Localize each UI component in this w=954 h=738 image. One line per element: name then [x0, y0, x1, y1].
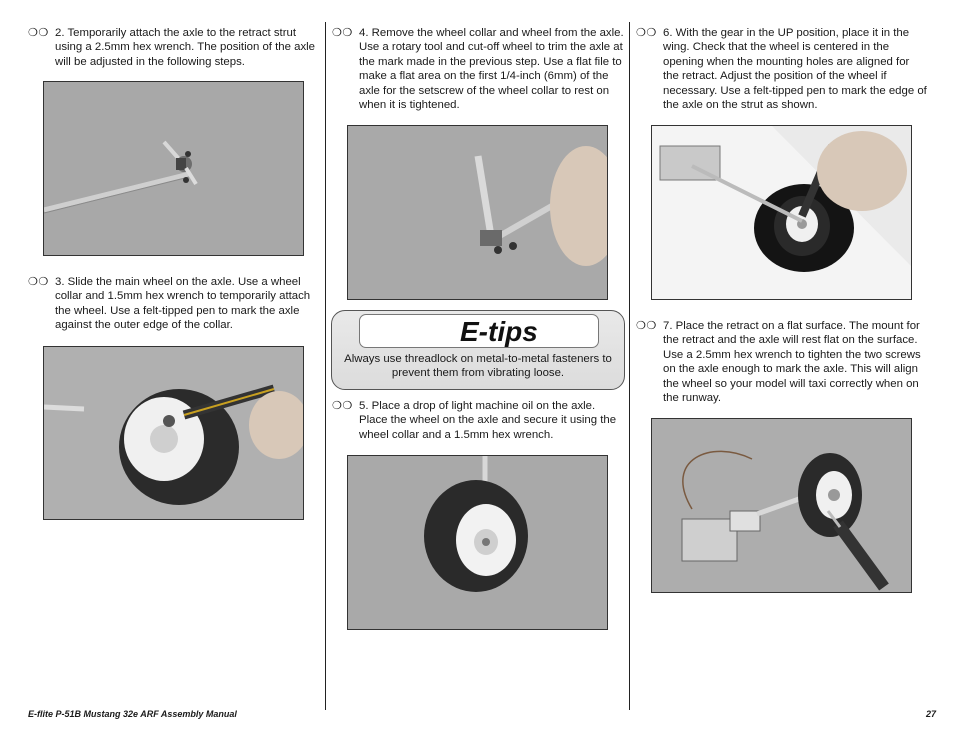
step-6-text: 6. With the gear in the UP position, place it in the wing. Check that the wheel is centered in the opening when the mounting holes are aligned for the retract. Adjust the position of the wheel if necessary. Use a felt-tipped pen to mark the edge of the axle on the strut as shown.	[663, 27, 927, 112]
footer-page-number: 27	[925, 709, 936, 719]
step-7-checkboxes[interactable]: ❍❍	[636, 320, 657, 332]
footer-manual-title: E-flite P-51B Mustang 32e ARF Assembly Manual	[28, 709, 237, 719]
step-3-checkboxes[interactable]: ❍❍	[28, 276, 49, 288]
step-4-checkboxes[interactable]: ❍❍	[332, 27, 353, 39]
photo-wheel-on-axle-marking	[43, 346, 304, 520]
column-divider-1	[325, 22, 326, 710]
step-2-text: 2. Temporarily attach the axle to the retract strut using a 2.5mm hex wrench. The position of the axle will be adjusted in the following steps.	[55, 27, 316, 68]
step-4-text: 4. Remove the wheel collar and wheel from the axle. Use a rotary tool and cut-off wheel to trim the axle at the mark made in the previous step. Use a flat file to make a flat area on the first 1/4-inch (6mm) of the axle for the setscrew of the wheel collar to rest on when it is tightened.	[359, 27, 624, 112]
photo-axle-on-strut	[43, 81, 304, 256]
step-5-text: 5. Place a drop of light machine oil on the axle. Place the wheel on the axle and secure it using the wheel collar and a 1.5mm hex wrench.	[359, 400, 617, 441]
etips-logo	[360, 315, 598, 347]
column-divider-2	[629, 22, 630, 710]
step-6-checkboxes[interactable]: ❍❍	[636, 27, 657, 39]
step-6	[636, 26, 928, 112]
step-7-text: 7. Place the retract on a flat surface. The mount for the retract and the axle will rest flat on the surface. Use a 2.5mm hex wrench to tighten the two screws on the axle enough to mark the axle. This will align the wheel so your model will taxi correctly when on the runway.	[663, 320, 921, 405]
step-3-text: 3. Slide the main wheel on the axle. Use a wheel collar and 1.5mm hex wrench to temporarily attach the wheel. Use a felt-tipped pen to mark the axle against the outer edge of the collar.	[55, 276, 311, 332]
step-7	[636, 319, 928, 405]
step-3	[28, 275, 320, 333]
etips-logo-text: E-tips	[460, 316, 538, 347]
etips-logo-box	[359, 314, 599, 348]
photo-axle-removed	[347, 125, 608, 300]
etips-tip-text: Always use threadlock on metal-to-metal fasteners to prevent them from vibrating loose.	[344, 353, 612, 380]
step-4	[332, 26, 624, 112]
step-5	[332, 399, 624, 442]
step-2	[28, 26, 320, 69]
etips-box	[331, 310, 625, 390]
photo-retract-flat-surface	[651, 418, 912, 593]
step-5-checkboxes[interactable]: ❍❍	[332, 400, 353, 412]
photo-gear-in-wing	[651, 125, 912, 300]
photo-wheel-secured	[347, 455, 608, 630]
step-2-checkboxes[interactable]: ❍❍	[28, 27, 49, 39]
